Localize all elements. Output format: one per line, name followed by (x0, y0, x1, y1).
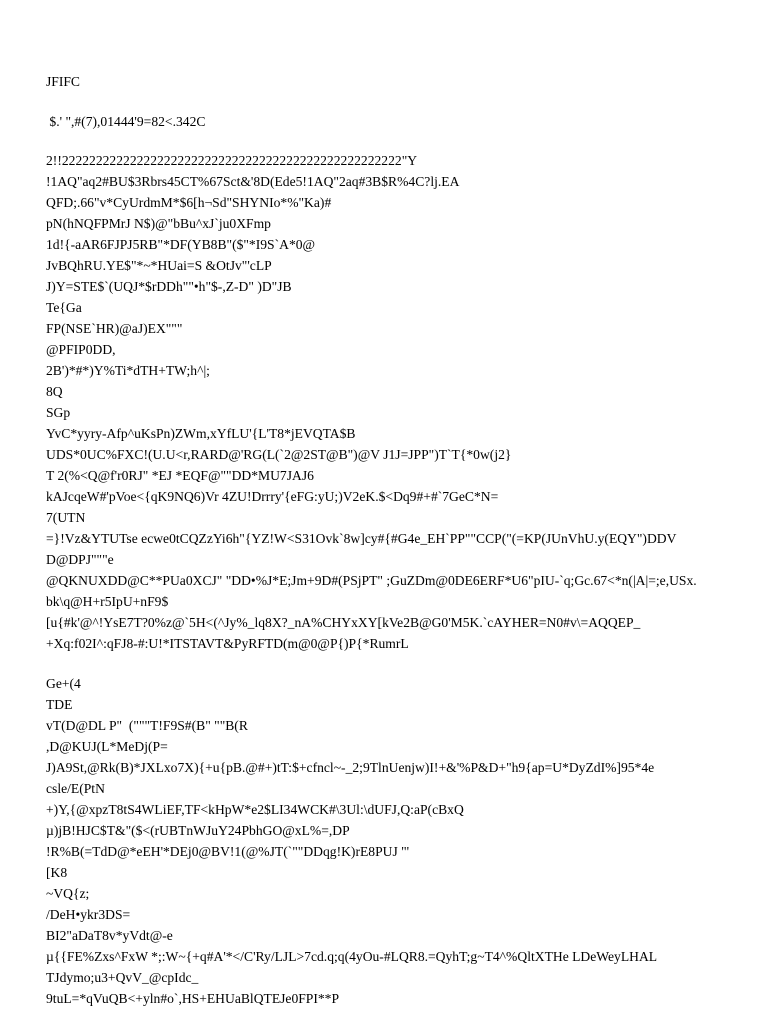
text-line: !R%B(=TdD@*eEH'*DEj0@BV!1(@%JT(`""DDqg!K)rE8PUJ "' (46, 844, 410, 859)
text-line: 1d!{-aAR6FJPJ5RB"*DF(YB8B"($"*I9S`A*0@ (46, 237, 316, 252)
text-line: vT(D@DL P" ("""T!F9S#(B" ""B(R (46, 718, 248, 733)
text-line: [u{#k'@^!YsE7T?0%z@`5H<(^Jy%_lq8X?_nA%CHYxXY[kVe2B@G0'M5K.`cAYHER=N0#v\=AQQEP_ (46, 615, 641, 630)
text-line: J)Y=STE$`(UQJ*$rDDh""•h"$-,Z-D" )D"JB (46, 279, 292, 294)
text-line: 2B')*#*)Y%Ti*dTH+TW;h^|; (46, 363, 210, 378)
text-line: 7(UTN (46, 510, 86, 525)
text-line: ~VQ{z; (46, 886, 90, 901)
text-line: +)Y,{@xpzT8tS4WLiEF,TF<kHpW*e2$LI34WCK#\3Ul:\dUFJ,Q:aP(cBxQ (46, 802, 464, 817)
text-line: Te{Ga (46, 300, 82, 315)
text-line: YvC*yyry-Afp^uKsPn)ZWm,xYfLU'{L'T8*jEVQTA$B (46, 426, 356, 441)
text-line: =}!Vz&YTUTse ecwe0tCQZzYi6h"{YZ!W<S31Ovk`8w]cy#{#G4e_EH`PP""CCP("(=KP(JUnVhU.y(EQY")DDV (46, 531, 677, 546)
text-line: /DeH•ykr3DS= (46, 907, 131, 922)
text-line: [K8 (46, 865, 68, 880)
text-line: ,D@KUJ(L*MeDj(P= (46, 739, 168, 754)
text-line: 2!!22222222222222222222222222222222222222222222222222"Y (46, 153, 418, 168)
text-line: FP(NSE`HR)@aJ)EX""" (46, 321, 183, 336)
text-line: TDE (46, 697, 73, 712)
text-line: 9tuL=*qVuQB<+yln#o`,HS+EHUaBlQTEJe0FPI**P (46, 991, 340, 1006)
text-line: SGp (46, 405, 71, 420)
text-line: kAJcqeW#'pVoe<{qK9NQ6)Vr 4ZU!Drrry'{eFG:yU;)V2eK.$<Dq9#+#`7GeC*N= (46, 489, 499, 504)
text-line: JvBQhRU.YE$"*~*HUai=S &OtJv"'cLP (46, 258, 272, 273)
text-line: +Xq:f02I^:qFJ8-#:U!*ITSTAVT&PyRFTD(m@0@P{)P{*RumrL (46, 636, 409, 651)
text-line: $.' ",#(7),01444'9=82<.342C (46, 114, 206, 129)
text-line: JFIFC (46, 74, 81, 89)
text-line: @QKNUXDD@C**PUa0XCJ" "DD•%J*E;Jm+9D#(PSjPT" ;GuZDm@0DE6ERF*U6"pIU-`q;Gc.67<*n(|A|=;e,USx. (46, 573, 697, 588)
text-line: bk\q@H+r5IpU+nF9$ (46, 594, 169, 609)
text-line: TJdymo;u3+QvV_@cpIdc_ (46, 970, 199, 985)
text-line: @PFIP0DD, (46, 342, 116, 357)
text-line: µ)jB!HJC$T&"($<(rUBTnWJuY24PbhGO@xL%=,DP (46, 823, 350, 838)
text-line: Ge+(4 (46, 676, 81, 691)
text-line: 8Q (46, 384, 63, 399)
text-line: J)A9St,@Rk(B)*JXLxo7X){+u{pB.@#+)tT:$+cfncl~-_2;9TlnUenjw)I!+&'%P&D+"h9{ap=U*DyZdI%]95*4e (46, 760, 655, 775)
text-line: UDS*0UC%FXC!(U.U<r,RARD@'RG(L(`2@2ST@B")@V J1J=JPP")T`T{*0w(j2} (46, 447, 512, 462)
text-line: QFD;.66"v*CyUrdmM*$6[h¬Sd"SHYNIo*%"Ka)# (46, 195, 332, 210)
text-line: BI2"aDaT8v*yVdt@-e (46, 928, 173, 943)
text-line: !1AQ"aq2#BU$3Rbrs45CT%67Sct&'8D(Ede5!1AQ"2aq#3B$R%4C?lj.EA (46, 174, 460, 189)
text-line: csle/E(PtN (46, 781, 105, 796)
text-line: pN(hNQFPMrJ N$)@"bBu^xJ`ju0XFmp (46, 216, 271, 231)
text-line: D@DPJ"""e (46, 552, 114, 567)
text-line: µ{{FE%Zxs^FxW *;:W~{+q#A'*</C'Ry/LJL>7cd.q;q(4yOu-#LQR8.=QyhT;g~T4^%QltXTHe LDeWeyLHAL (46, 949, 658, 964)
text-line: T 2(%<Q@f'r0RJ" *EJ *EQF@""DD*MU7JAJ6 (46, 468, 314, 483)
